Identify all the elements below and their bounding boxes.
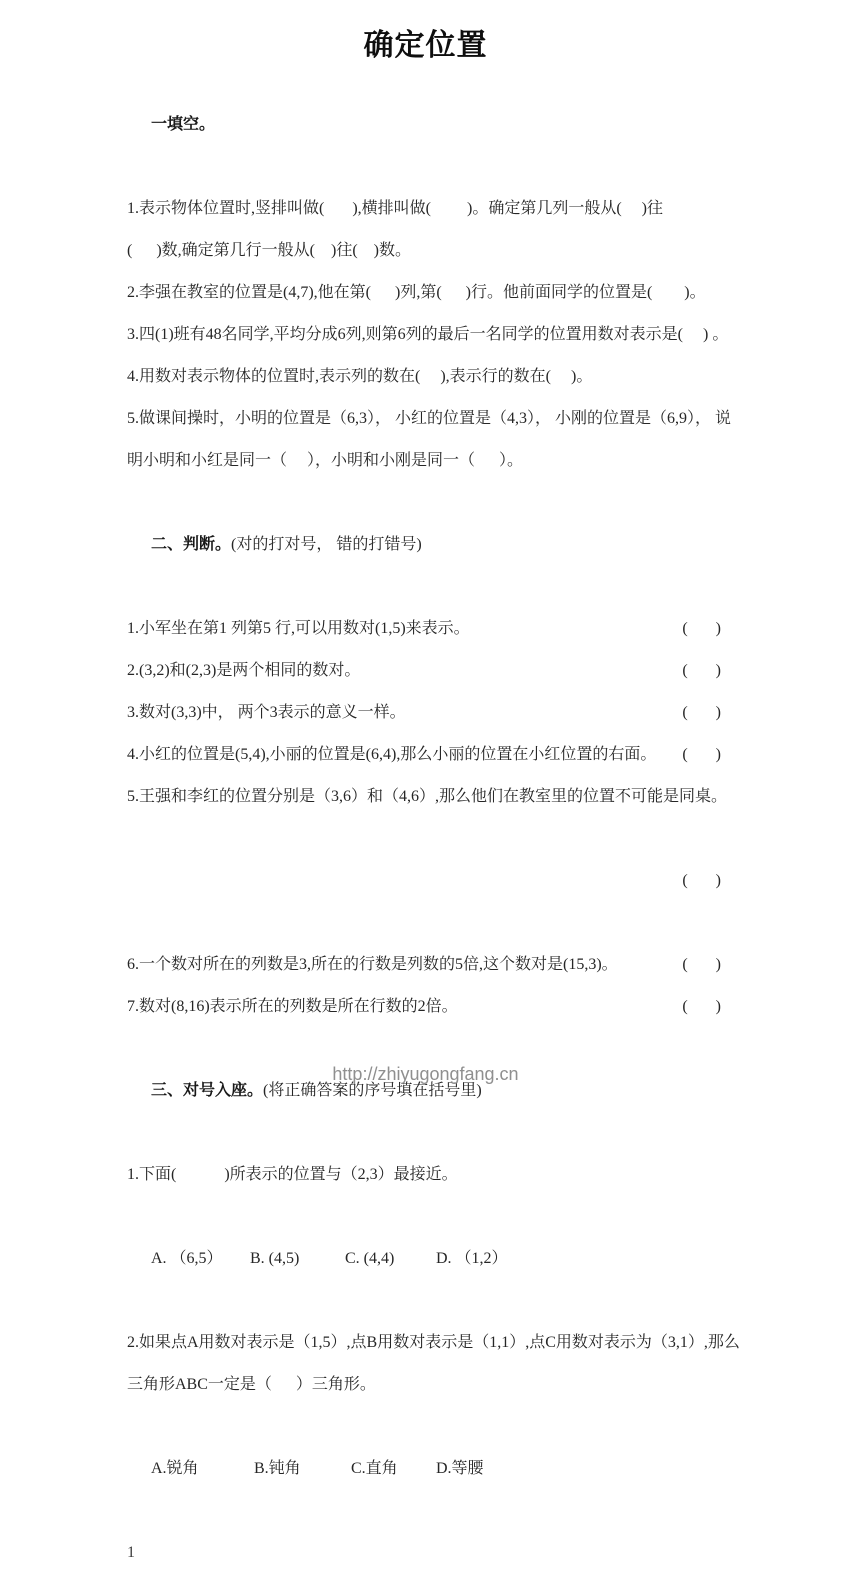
answer-bracket: ( )	[682, 998, 721, 1015]
answer-bracket: ( )	[682, 704, 721, 721]
s3-question1: 1.下面( )所表示的位置与（2,3）最接近。	[127, 1166, 458, 1183]
option-c: C.直角	[351, 1460, 398, 1477]
s2-question5-bracket-line	[127, 818, 747, 944]
s2-question1	[127, 608, 747, 650]
s2-question4	[127, 734, 747, 776]
option-a: A. （6,5）	[151, 1250, 223, 1267]
section2-heading	[127, 482, 747, 608]
s1-question4: 4.用数对表示物体的位置时,表示列的数在( ),表示行的数在( )。	[127, 368, 593, 385]
answer-bracket: ( )	[682, 662, 721, 679]
s3-question1-options	[127, 1196, 747, 1322]
s2-question3-text: 3.数对(3,3)中， 两个3表示的意义一样。	[127, 704, 406, 721]
option-d: D.等腰	[436, 1460, 484, 1477]
s2-question3	[127, 692, 747, 734]
page-number: 1	[127, 1544, 135, 1561]
section1-heading-label: 一填空。	[151, 116, 216, 133]
answer-bracket: ( )	[682, 620, 721, 637]
page-title: 确定位置	[363, 29, 488, 62]
s1-question3: 3.四(1)班有48名同学,平均分成6列,则第6列的最后一名同学的位置用数对表示是( ) 。	[127, 326, 729, 343]
s2-question7-text: 7.数对(8,16)表示所在的列数是所在行数的2倍。	[127, 998, 458, 1015]
answer-bracket: ( )	[682, 872, 721, 889]
option-b: B.钝角	[254, 1460, 301, 1477]
footer-url: http://zhiyugongfang.cn	[332, 1064, 519, 1084]
option-d: D. （1,2）	[436, 1250, 508, 1267]
s3-question2-line2: 三角形ABC一定是（ ）三角形。	[127, 1376, 376, 1393]
section3-heading	[127, 1028, 747, 1154]
s2-question7	[127, 986, 747, 1028]
worksheet-body	[127, 62, 747, 1574]
s1-question5-line2: 明小明和小红是同一（ ），小明和小刚是同一（ ）。	[127, 452, 524, 469]
section3-heading-note: (将正确答案的序号填在括号里)	[263, 1082, 482, 1099]
s2-question6-text: 6.一个数对所在的列数是3,所在的行数是列数的5倍,这个数对是(15,3)。	[127, 956, 618, 973]
option-c: C. (4,4)	[345, 1250, 395, 1267]
s2-question2-text: 2.(3,2)和(2,3)是两个相同的数对。	[127, 662, 361, 679]
section2-heading-label: 二、判断。	[151, 536, 232, 553]
s2-question1-text: 1.小军坐在第1 列第5 行,可以用数对(1,5)来表示。	[127, 620, 470, 637]
s2-question6	[127, 944, 747, 986]
section3-heading-label: 三、对号入座。	[151, 1082, 264, 1099]
answer-bracket: ( )	[682, 956, 721, 973]
s1-question1-line1: 1.表示物体位置时,竖排叫做( ),横排叫做( )。确定第几列一般从( )往	[127, 200, 663, 217]
section1-heading	[127, 62, 747, 188]
s1-question1-line2: ( )数,确定第几行一般从( )往( )数。	[127, 242, 411, 259]
s2-question2	[127, 650, 747, 692]
option-a: A.锐角	[151, 1460, 199, 1477]
option-b: B. (4,5)	[250, 1250, 300, 1267]
answer-bracket: ( )	[682, 746, 721, 763]
s2-question4-text: 4.小红的位置是(5,4),小丽的位置是(6,4),那么小丽的位置在小红位置的右面。	[127, 746, 657, 763]
s1-question2: 2.李强在教室的位置是(4,7),他在第( )列,第( )行。他前面同学的位置是( )。	[127, 284, 706, 301]
s3-question2-options	[127, 1406, 747, 1532]
section2-heading-note: (对的打对号， 错的打错号)	[231, 536, 422, 553]
s3-question2-line1: 2.如果点A用数对表示是（1,5）,点B用数对表示是（1,1）,点C用数对表示为（3,1）,那么	[127, 1334, 740, 1351]
s1-question5-line1: 5.做课间操时，小明的位置是（6,3）， 小红的位置是（4,3）， 小刚的位置是（6,9）， 说	[127, 410, 732, 427]
s2-question5-text: 5.王强和李红的位置分别是（3,6）和（4,6）,那么他们在教室里的位置不可能是同桌。	[127, 788, 728, 805]
